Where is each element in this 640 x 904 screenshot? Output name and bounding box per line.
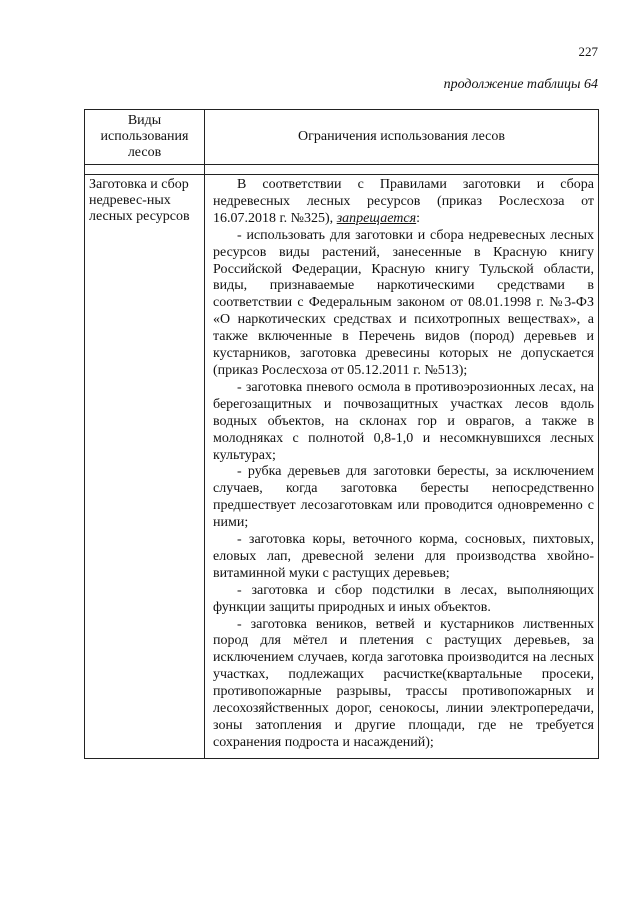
intro-colon: : bbox=[416, 210, 421, 226]
row-restrictions bbox=[205, 175, 599, 759]
forbidden-emphasis: запрещается bbox=[336, 210, 417, 226]
restriction-item: - использовать для заготовки и сбора недревесных лесных ресурсов виды растений, занесенные в Красную книгу Российской Федерации, Красную книгу Тульской области, виды, признаваемые наркотическими средствами в соответствии с Федеральным законом от 08.01.1998 г. №3-ФЗ «О наркотических средствах и психотропных веществах», а также включенные в Перечень видов (пород) деревьев и кустарников, заготовка древесины которых не допускается (приказ Рослесхоза от 05.12.2011 г. №513); bbox=[213, 227, 594, 378]
page-number: 227 bbox=[578, 44, 598, 59]
table-continuation-caption: продолжение таблицы 64 bbox=[443, 77, 598, 92]
restriction-item: - заготовка коры, веточного корма, сосновых, пихтовых, еловых лап, древесной зелени для производства хвойно-витаминной муки с растущих деревьев; bbox=[213, 532, 594, 581]
restriction-item: - заготовка веников, ветвей и кустарников лиственных пород для мётел и плетения с растущих деревьев, за исключением случаев, когда заготовка производится на лесных участках, подлежащих расчистке(квартальные просеки, противопожарные разрывы, трассы противопожарных и лесохозяйственных дорог, сенокосы, линии электропередачи, зоны затопления и другие площади, где не требуется сохранения подроста и насаждений); bbox=[213, 616, 594, 750]
header-restrictions: Ограничения использования лесов bbox=[205, 110, 599, 165]
table-spacer-row bbox=[85, 165, 599, 175]
table-header-row bbox=[85, 110, 599, 165]
restrictions-intro bbox=[213, 177, 594, 228]
restriction-item: - заготовка и сбор подстилки в лесах, выполняющих функции защиты природных и иных объектов. bbox=[213, 582, 594, 615]
restriction-item: - рубка деревьев для заготовки бересты, за исключением случаев, когда заготовка бересты непосредственно предшествует лесозаготовкам или проводится одновременно с ними; bbox=[213, 464, 594, 531]
forest-use-type-text: Заготовка и сбор недревес-ных лесных ресурсов bbox=[89, 177, 190, 224]
row-forest-use-type bbox=[85, 175, 205, 759]
restriction-item: - заготовка пневого осмола в противоэрозионных лесах, на берегозащитных и почвозащитных участках лесов вдоль водных объектов, на склонах гор и оврагов, а также в молодняках с полнотой 0,8-1,0 и несомкнувшихся лесных культурах; bbox=[213, 379, 594, 463]
intro-text: В соответствии с Правилами заготовки и сбора недревесных лесных ресурсов (приказ Рослесхоза от 16.07.2018 г. №325), bbox=[213, 177, 594, 226]
header-forest-use-types: Виды использования лесов bbox=[85, 110, 205, 165]
table-row bbox=[85, 175, 599, 759]
forest-use-table bbox=[84, 109, 599, 759]
